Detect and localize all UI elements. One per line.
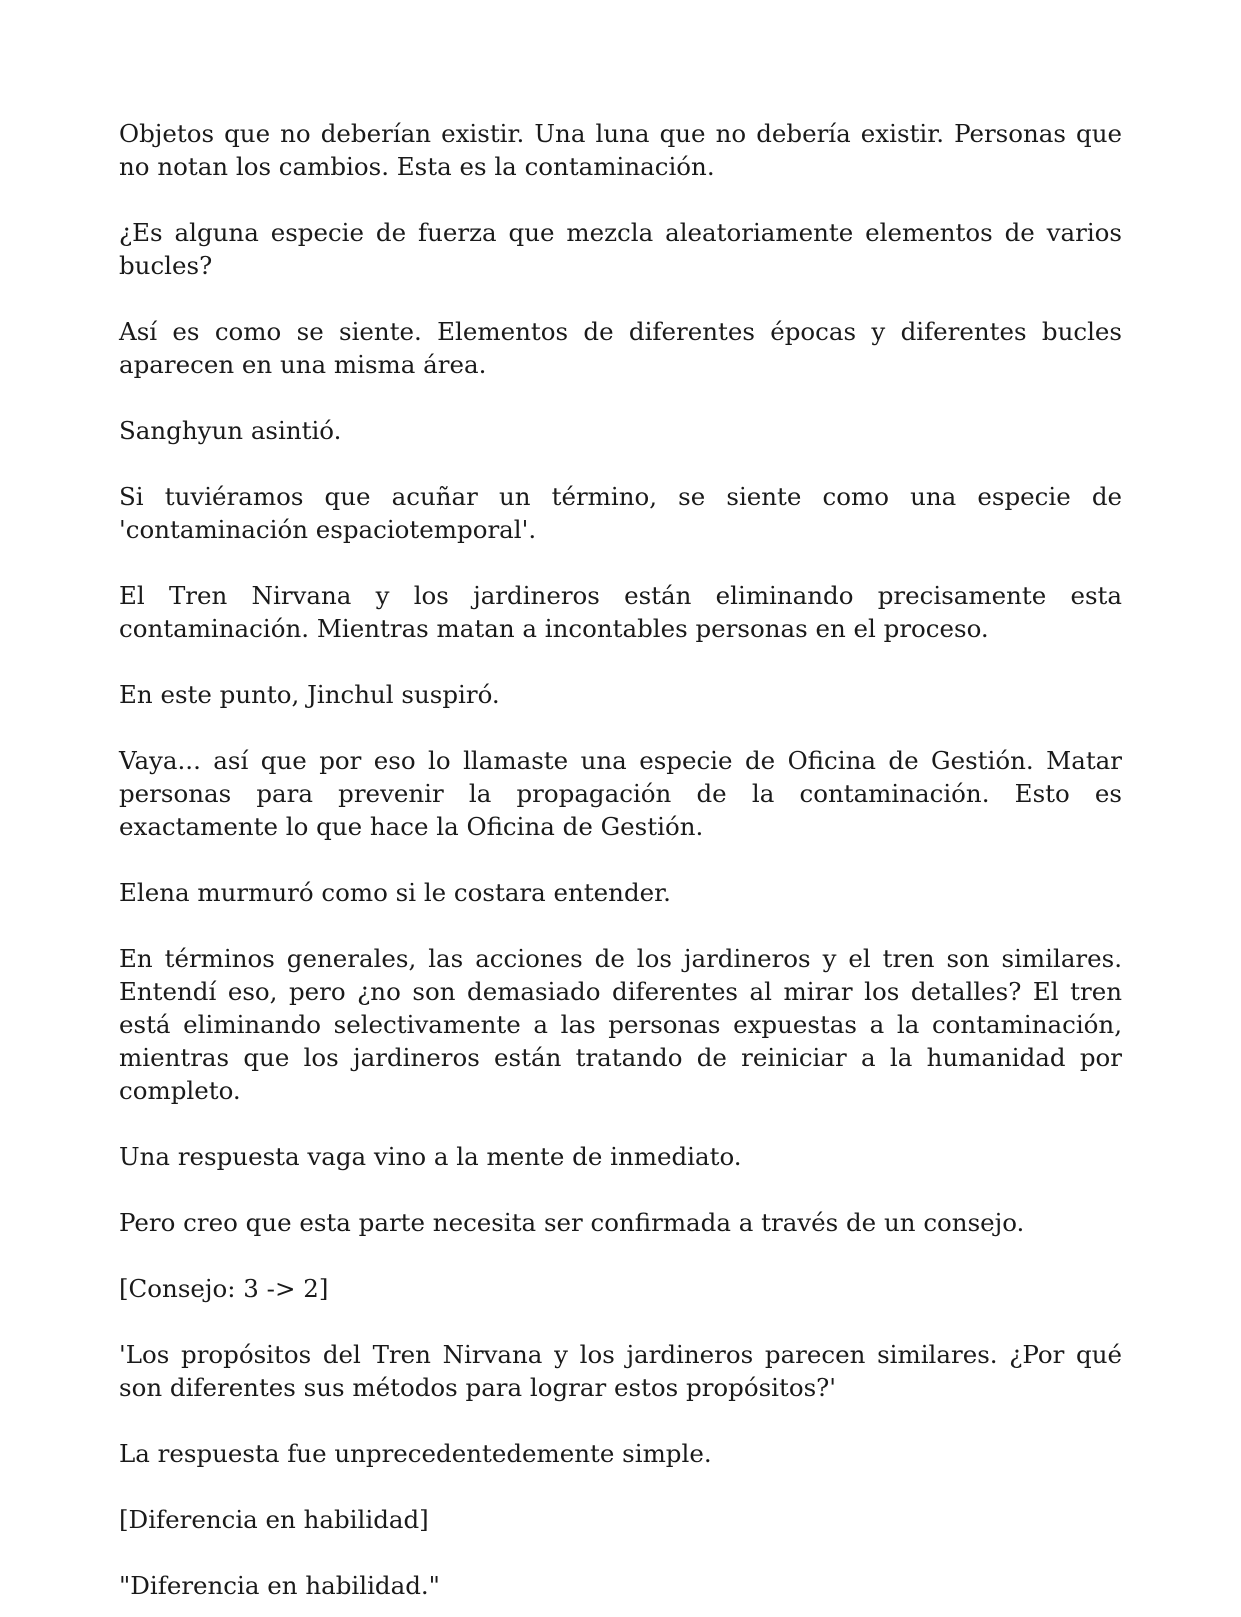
paragraph: 'Los propósitos del Tren Nirvana y los jardineros parecen similares. ¿Por qué son diferentes sus métodos para lograr estos propósitos?' (119, 1340, 1122, 1402)
paragraph: Vaya... así que por eso lo llamaste una especie de Oficina de Gestión. Matar personas para prevenir la propagación de la contaminación. Esto es exactamente lo que hace la Oficina de Gestión. (119, 746, 1122, 841)
paragraph: Una respuesta vaga vino a la mente de inmediato. (119, 1142, 742, 1171)
paragraph: [Diferencia en habilidad] (119, 1505, 429, 1534)
body-text (119, 117, 1122, 1617)
paragraph: En este punto, Jinchul suspiró. (119, 680, 500, 709)
paragraph: Objetos que no deberían existir. Una luna que no debería existir. Personas que no notan los cambios. Esta es la contaminación. (119, 119, 1122, 181)
paragraph: Sanghyun asintió. (119, 416, 342, 445)
paragraph: Así es como se siente. Elementos de diferentes épocas y diferentes bucles aparecen en una misma área. (119, 317, 1122, 379)
paragraph: La respuesta fue unprecedentedemente simple. (119, 1439, 712, 1468)
paragraph: En términos generales, las acciones de los jardineros y el tren son similares. Entendí eso, pero ¿no son demasiado diferentes al mirar los detalles? El tren está eliminando selectivamente a las personas expuestas a la contaminación, mientras que los jardineros están tratando de reiniciar a la humanidad por completo. (119, 944, 1122, 1105)
paragraph: ¿Es alguna especie de fuerza que mezcla aleatoriamente elementos de varios bucles? (119, 218, 1122, 280)
paragraph: [Consejo: 3 -> 2] (119, 1274, 329, 1303)
paragraph: "Diferencia en habilidad." (119, 1571, 440, 1600)
paragraph: Elena murmuró como si le costara entender. (119, 878, 671, 907)
paragraph: El Tren Nirvana y los jardineros están eliminando precisamente esta contaminación. Mientras matan a incontables personas en el proceso. (119, 581, 1122, 643)
paragraph: Pero creo que esta parte necesita ser confirmada a través de un consejo. (119, 1208, 1025, 1237)
paragraph: Si tuviéramos que acuñar un término, se siente como una especie de 'contaminación espaciotemporal'. (119, 482, 1122, 544)
